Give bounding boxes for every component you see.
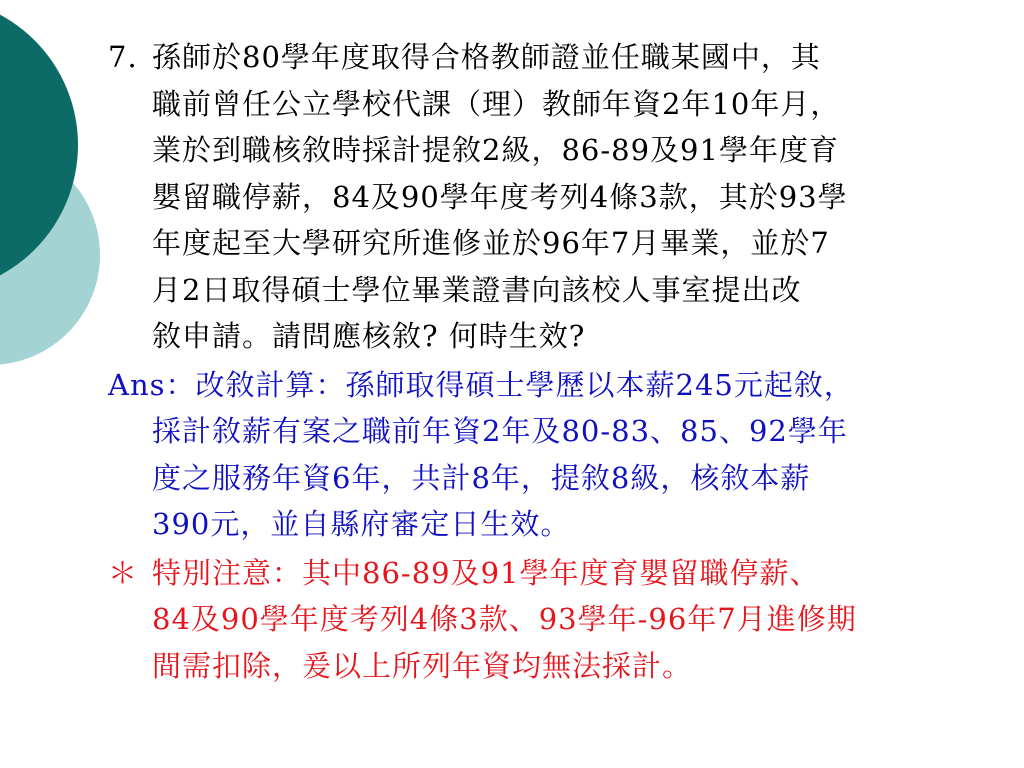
question-line: 嬰留職停薪，84及90學年度考列4條3款，其於93學 bbox=[152, 179, 848, 214]
note-line: 特別注意：其中86-89及91學年度育嬰留職停薪、 bbox=[152, 555, 820, 590]
decorative-circles bbox=[0, 0, 120, 768]
answer-paragraph bbox=[108, 362, 1014, 548]
note-line: 間需扣除，爰以上所列年資均無法採計。 bbox=[152, 648, 693, 683]
question-line: 孫師於80學年度取得合格教師證並任職某國中，其 bbox=[152, 40, 821, 74]
question-line: 年度起至大學研究所進修並於96年7月畢業，並於7 bbox=[152, 226, 830, 260]
answer-line: Ans：改敘計算：孫師取得碩士學歷以本薪245元起敘， bbox=[108, 367, 854, 402]
question-line: 月2日取得碩士學位畢業證書向該校人事室提出改 bbox=[152, 272, 802, 307]
note-line: 84及90學年度考列4條3款、93學年-96年7月進修期 bbox=[152, 602, 857, 636]
question-paragraph bbox=[108, 34, 1014, 360]
question-line: 業於到職核敘時採計提敘2級，86-89及91學年度育 bbox=[152, 133, 839, 167]
slide-body bbox=[108, 34, 1014, 691]
answer-line: 390元，並自縣府審定日生效。 bbox=[152, 507, 571, 541]
answer-line: 採計敘薪有案之職前年資2年及80-83、85、92學年 bbox=[152, 414, 848, 448]
note-paragraph bbox=[108, 550, 1014, 690]
question-line: 敘申請。請問應核敘? 何時生效? bbox=[152, 319, 586, 353]
question-line: 職前曾任公立學校代課（理）教師年資2年10年月， bbox=[152, 86, 841, 121]
asterisk-marker: ＊ bbox=[108, 555, 139, 590]
question-number: 7. bbox=[108, 40, 138, 74]
answer-line: 度之服務年資6年，共計8年，提敘8級，核敘本薪 bbox=[152, 460, 811, 495]
